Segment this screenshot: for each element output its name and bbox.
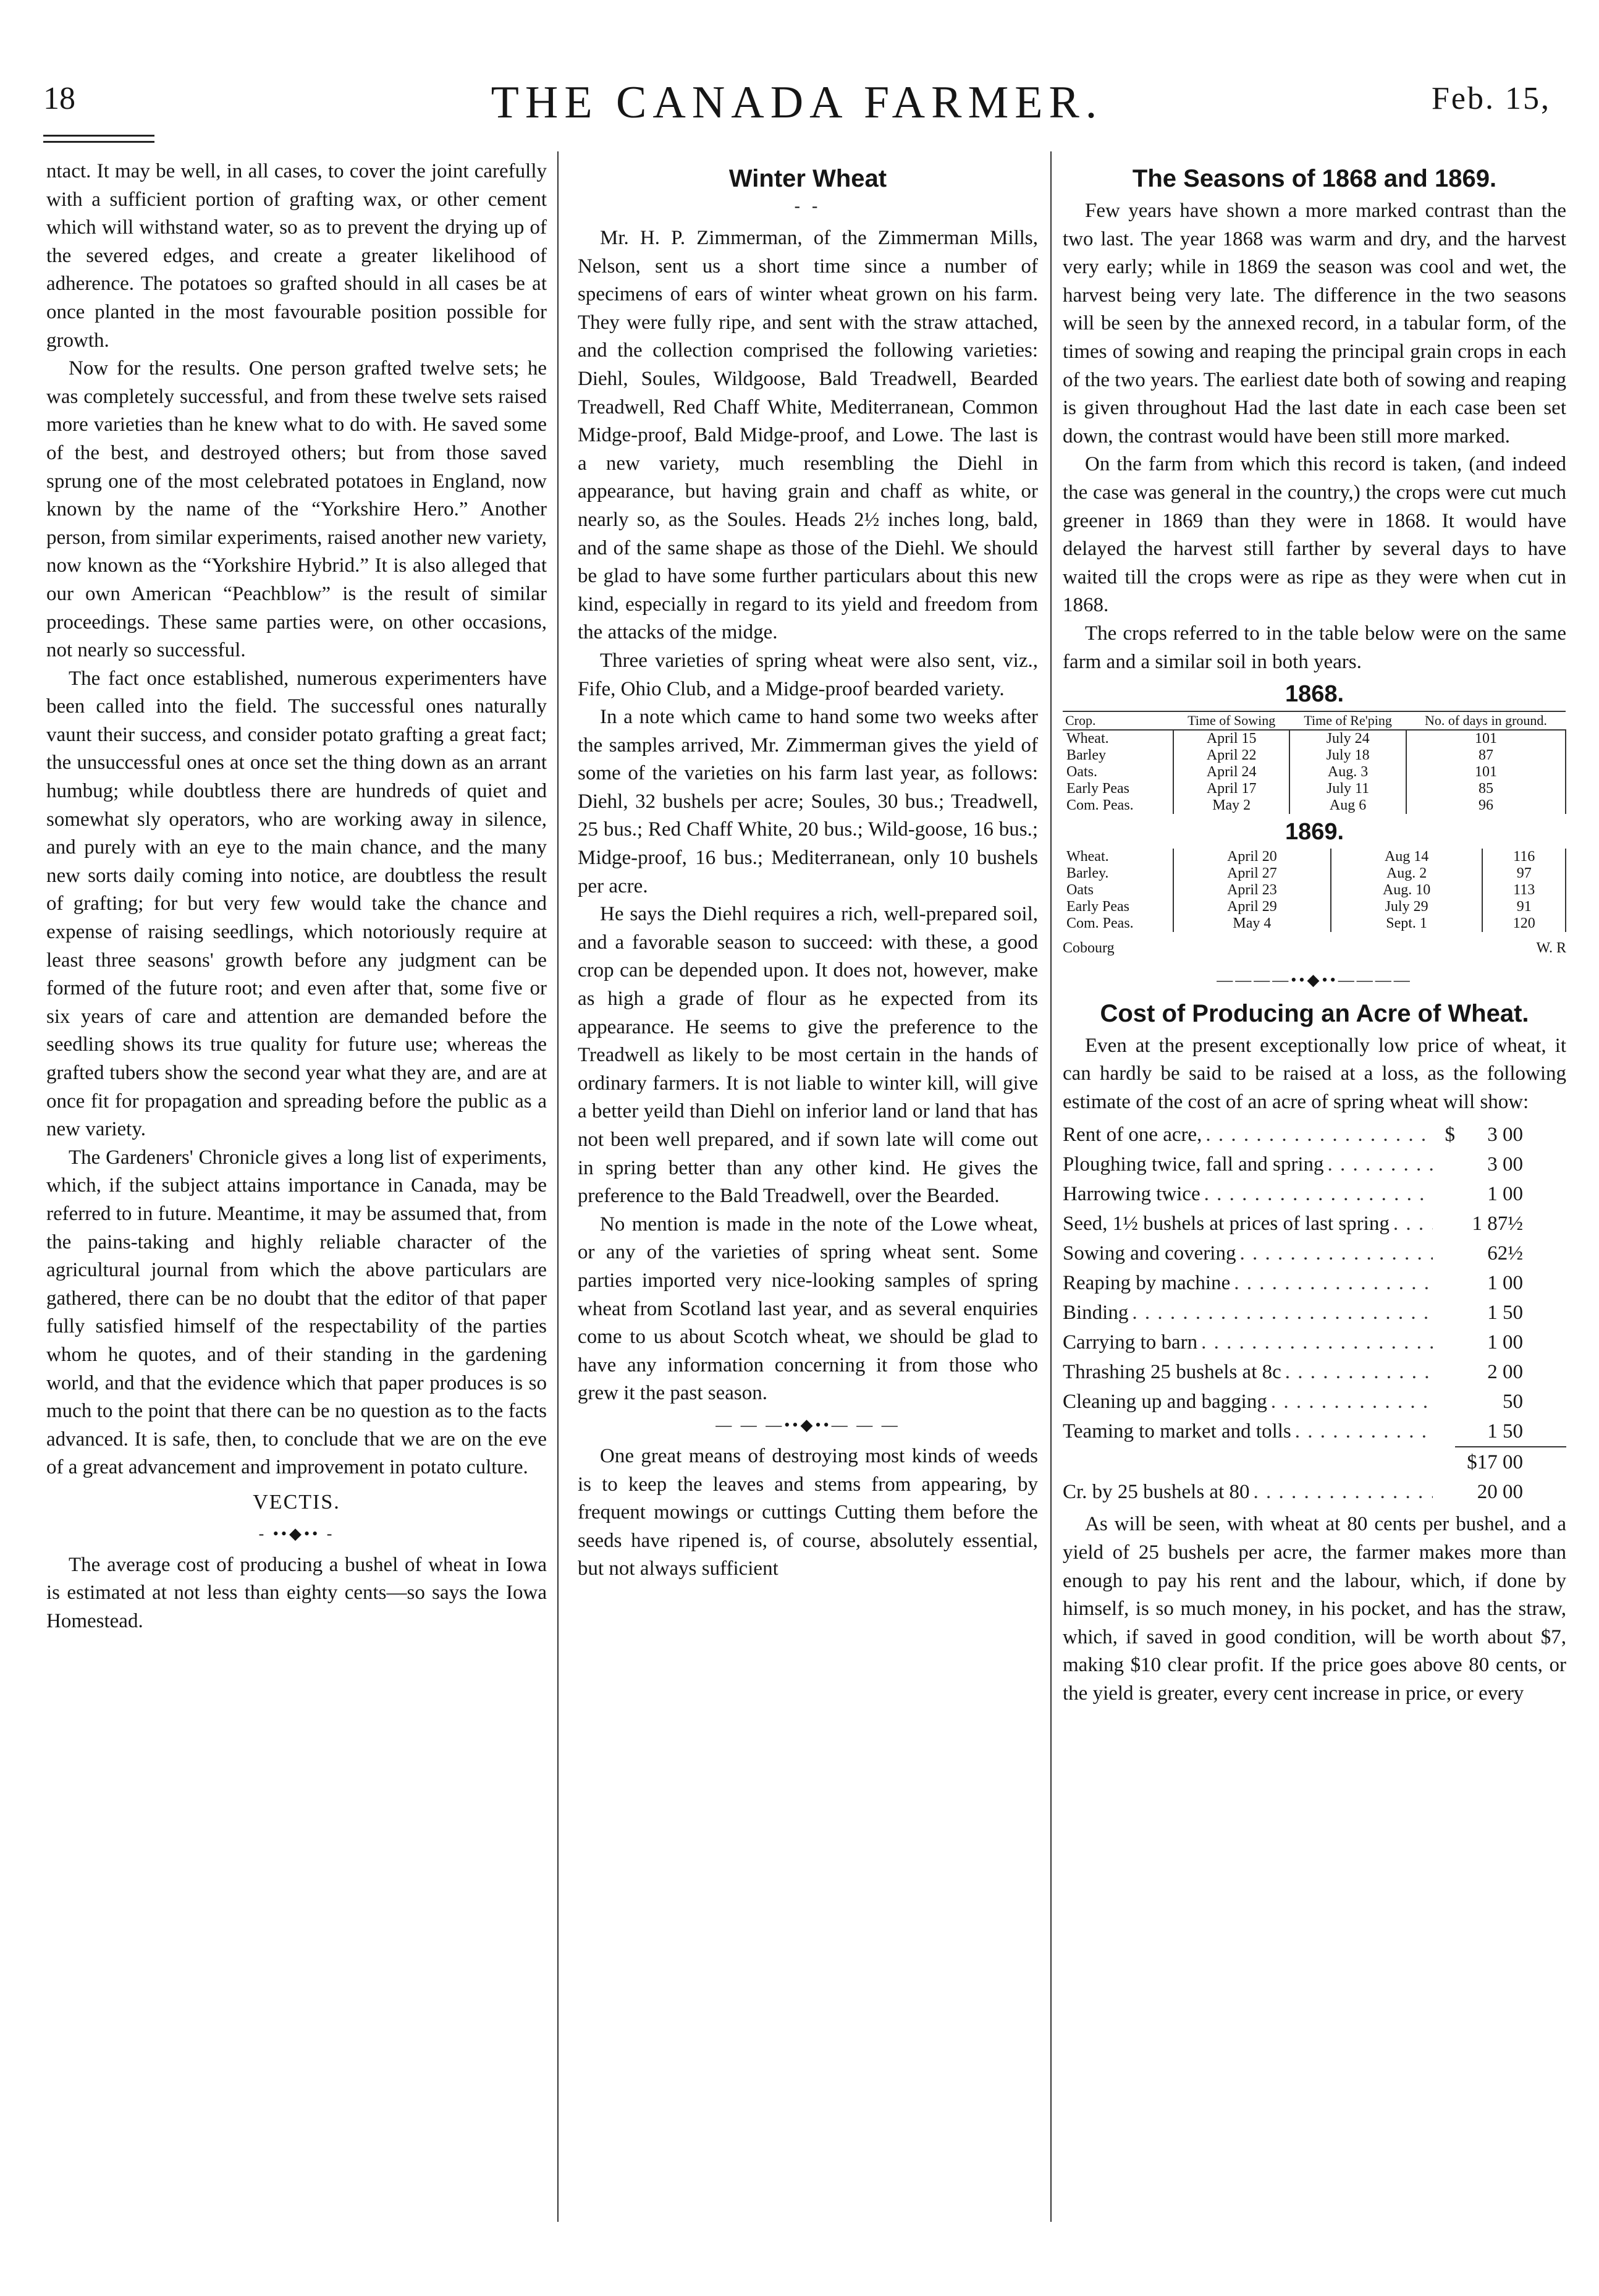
- leader-dots: [1254, 1477, 1433, 1507]
- table-year-1869: 1869.: [1285, 819, 1344, 845]
- heading-dash: - -: [794, 197, 822, 216]
- paragraph: ntact. It may be well, in all cases, to cover the joint carefully with a sufficient portion of grafting wax, or other cement which will withstand water, so as to prevent the drying up of the severed edges, and create a greater likelihood of adherence. The potatoes so grafted should in all cases be at once planted in the most favourable position possible for growth.: [46, 160, 547, 352]
- table-cell: Aug. 3: [1327, 764, 1369, 781]
- table-cell: April 29: [1173, 899, 1331, 915]
- cost-label: Reaping by machine: [1063, 1272, 1231, 1295]
- paragraph: The crops referred to in the table below were on the same farm and a similar soil in both years.: [1063, 622, 1566, 673]
- cost-row: [1063, 1150, 1566, 1179]
- table-cell: 101: [1406, 764, 1566, 781]
- header-rule: [43, 135, 154, 137]
- leader-dots: [1239, 1239, 1433, 1268]
- cost-row: [1063, 1120, 1566, 1150]
- table-header-row: [1063, 711, 1566, 730]
- table-cell: Barley.: [1066, 865, 1109, 882]
- page-number: 18: [43, 81, 75, 116]
- table-row: [1063, 730, 1566, 747]
- leader-dots: [1285, 1357, 1433, 1387]
- cost-label: Seed, 1½ bushels at prices of last spring: [1063, 1213, 1390, 1235]
- table-row: [1063, 747, 1566, 764]
- cost-row: [1063, 1239, 1566, 1268]
- table-cell: 116: [1482, 849, 1566, 865]
- table-cell: 113: [1482, 882, 1566, 899]
- paragraph: Now for the results. One person grafted twelve sets; he was completely successful, and from these twelve sets raised more varieties than he knew what to do with. He saved some of the best, and destroyed others; but from those saved sprung one of the most celebrated potatoes in England, now known by the name of the “Yorkshire Hero.” Another person, from similar experiments, raised another new variety, now known as the “Yorkshire Hybrid.” It is also alleged that our own American “Peachblow” is the result of similar proceedings. These same parties were, on other occasions, not nearly so successful.: [46, 357, 547, 662]
- article-heading: The Seasons of 1868 and 1869.: [1132, 165, 1497, 192]
- table-header: Crop.: [1063, 711, 1173, 730]
- table-cell: April 24: [1173, 764, 1289, 781]
- cost-amount: 1 00: [1487, 1272, 1523, 1295]
- paragraph: Three varieties of spring wheat were also sent, viz., Fife, Ohio Club, and a Midge-proof bearded variety.: [578, 649, 1038, 700]
- table-row: [1063, 849, 1566, 865]
- table-cell: Aug. 2: [1386, 865, 1427, 882]
- seasons-table: [1063, 711, 1566, 814]
- table-body-1869: [1063, 849, 1566, 932]
- table-header: No. of days in ground.: [1406, 711, 1566, 730]
- table-footer: [1063, 934, 1566, 963]
- cost-label: Cleaning up and bagging: [1063, 1391, 1267, 1413]
- paragraph: No mention is made in the note of the Lowe wheat, or any of the varieties of spring wheat sent. Some parties imported very nice-looking samples of spring wheat from Scotland last year, and as several enquiries come to us about Scotch wheat, we should be glad to have any information concerning it from those who grew it the past season.: [578, 1213, 1038, 1405]
- cost-label: Ploughing twice, fall and spring: [1063, 1153, 1324, 1176]
- cost-row: [1063, 1328, 1566, 1357]
- table-cell: 91: [1482, 899, 1566, 915]
- table-row: [1063, 915, 1566, 932]
- cost-label: Harrowing twice: [1063, 1183, 1200, 1206]
- ornament-divider: - ••◆•• -: [258, 1524, 335, 1543]
- cost-amount: 50: [1503, 1391, 1523, 1413]
- paragraph: One great means of destroying most kinds of weeds is to keep the leaves and stems from appearing, by frequent mowings or cuttings Cutting them before the seeds have ripened is, of course, absolutely essential, but not always sufficient: [578, 1444, 1038, 1580]
- table-row: [1063, 781, 1566, 797]
- table-row: [1063, 899, 1566, 915]
- table-cell: July 18: [1326, 747, 1370, 764]
- cost-row: [1063, 1417, 1566, 1446]
- cost-row: [1063, 1209, 1566, 1239]
- table-cell: April 27: [1173, 865, 1331, 882]
- cost-amount: 1 50: [1487, 1302, 1523, 1324]
- leader-dots: [1234, 1268, 1433, 1298]
- table-cell: Aug 14: [1384, 849, 1429, 865]
- paragraph: Mr. H. P. Zimmerman, of the Zimmerman Mills, Nelson, sent us a short time since a number of specimens of ears of winter wheat grown on his farm. They were fully ripe, and sent with the straw attached, and the collection comprised the following varieties: Diehl, Soules, Wildgoose, Bald Treadwell, Bearded Treadwell, Red Chaff White, Mediterranean, Common Midge-proof, Bald Midge-proof, and Lowe. The last is a new variety, much resembling the Diehl in appearance, but having grain and chaff as white, or nearly so, as the Soules. Heads 2½ inches long, bald, and of the same shape as those of the Diehl. We should be glad to have some further particulars about this new kind, especially in regard to its yield and freedom from the attacks of the midge.: [578, 227, 1038, 644]
- cost-label: Thrashing 25 bushels at 8c: [1063, 1361, 1281, 1384]
- paragraph: Even at the present exceptionally low price of wheat, it can hardly be said to be raised at a loss, as the following estimate of the cost of an acre of spring wheat will show:: [1063, 1034, 1566, 1113]
- cost-label: Carrying to barn: [1063, 1331, 1198, 1354]
- leader-dots: [1393, 1209, 1433, 1239]
- ornament-divider: — — —••◆••— — —: [715, 1415, 900, 1434]
- cost-currency: $: [1445, 1124, 1455, 1146]
- cost-label: Binding: [1063, 1302, 1129, 1324]
- table-cell: 87: [1406, 747, 1566, 764]
- table-cell: Early Peas: [1066, 781, 1129, 797]
- table-cell: July 24: [1326, 731, 1370, 747]
- table-cell: Com. Peas.: [1066, 915, 1134, 932]
- table-header: Time of Sowing: [1173, 711, 1289, 730]
- leader-dots: [1205, 1120, 1433, 1150]
- article-heading: Winter Wheat: [728, 165, 887, 192]
- leader-dots: [1201, 1328, 1433, 1357]
- table-place: Cobourg: [1063, 940, 1115, 957]
- cost-label: Teaming to market and tolls: [1063, 1420, 1291, 1443]
- leader-dots: [1295, 1417, 1433, 1446]
- newspaper-title: THE CANADA FARMER.: [491, 77, 1103, 128]
- cost-row: [1063, 1387, 1566, 1417]
- cost-amount: 3 00: [1487, 1124, 1523, 1146]
- leader-dots: [1271, 1387, 1433, 1417]
- paragraph: As will be seen, with wheat at 80 cents per bushel, and a yield of 25 bushels per acre, the farmer makes more than enough to pay his rent and the labour, which, if done by himself, is so much money, in his pocket, and has the straw, which, if saved in good condition, will be worth about $7, making $10 clear profit. If the price goes above 80 cents, or the yield is greater, every cent increase in price, or every: [1063, 1513, 1566, 1705]
- table-cell: April 23: [1173, 882, 1331, 899]
- table-cell: Sept. 1: [1386, 915, 1427, 932]
- table-cell: July 11: [1327, 781, 1370, 797]
- table-cell: 101: [1406, 730, 1566, 747]
- table-cell: May 4: [1173, 915, 1331, 932]
- ornament-divider: ————••◆••————: [1217, 970, 1412, 989]
- paragraph: The average cost of producing a bushel of wheat in Iowa is estimated at not less than eighty cents—so says the Iowa Homestead.: [46, 1553, 547, 1632]
- column-2: [578, 158, 1038, 1583]
- author-signature: VECTIS.: [253, 1490, 340, 1514]
- column-rule-1: [557, 151, 559, 2222]
- paragraph: In a note which came to hand some two weeks after the samples arrived, Mr. Zimmerman gives the yield of some of the varieties on his farm last year, as follows: Diehl, 32 bushels per acre; Soules, 30 bus.; Treadwell, 25 bus.; Red Chaff White, 20 bus.; Wild-goose, 16 bus.; Midge-proof, 16 bus.; Mediterranean, only 10 bushels per acre.: [578, 706, 1038, 897]
- cost-amount: 20 00: [1477, 1481, 1523, 1504]
- table-cell: April 17: [1173, 781, 1289, 797]
- table-cell: Barley: [1066, 747, 1106, 764]
- table-cell: May 2: [1173, 797, 1289, 814]
- cost-list: [1063, 1120, 1566, 1507]
- table-cell: April 22: [1173, 747, 1289, 764]
- cost-amount: 62½: [1487, 1242, 1523, 1265]
- table-cell: Aug 6: [1329, 797, 1367, 814]
- header-rule-2: [43, 141, 154, 143]
- cost-amount: 3 00: [1487, 1153, 1523, 1176]
- table-body-1868: [1063, 730, 1566, 814]
- table-row: [1063, 865, 1566, 882]
- table-header: Time of Re'ping: [1289, 711, 1406, 730]
- column-1: [46, 158, 547, 1635]
- cost-row: [1063, 1268, 1566, 1298]
- cost-row: [1063, 1477, 1566, 1507]
- cost-amount: $17 00: [1455, 1446, 1566, 1477]
- cost-row: [1063, 1298, 1566, 1328]
- table-cell: April 20: [1173, 849, 1331, 865]
- column-3: [1063, 158, 1566, 1708]
- table-cell: Oats.: [1066, 764, 1097, 781]
- cost-amount: 2 00: [1487, 1361, 1523, 1384]
- cost-row: [1063, 1446, 1566, 1477]
- table-year-1868: 1868.: [1285, 681, 1344, 708]
- page-header: [43, 77, 1551, 130]
- cost-label: Rent of one acre,: [1063, 1124, 1202, 1146]
- table-row: [1063, 882, 1566, 899]
- paragraph: Few years have shown a more marked contrast than the two last. The year 1868 was warm and dry, and the harvest very early; while in 1869 the season was cool and wet, the harvest being very late. The difference in the two seasons will be seen by the annexed record, in a tabular form, of the times of sowing and reaping the principal grain crops in each of the two years. The earliest date both of sowing and reaping is given throughout Had the last date in each case been set down, the contrast would have been still more marked.: [1063, 200, 1566, 447]
- table-cell: July 29: [1385, 899, 1428, 915]
- table-cell: Oats: [1066, 882, 1094, 899]
- table-cell: 97: [1482, 865, 1566, 882]
- paragraph: The fact once established, numerous experimenters have been called into the field. The successful ones naturally vaunt their success, and consider potato grafting a great fact; the unsuccessful ones at once set the thing down as an arrant humbug; while doubtless there are hundreds of quiet and somewhat sly operators, who are working away in silence, and purely with an eye to the main chance, and the many new sorts daily coming into notice, are doubtless the result of grafting; for but very few would take the chance and expense of raising seedlings, which notoriously require at least three seasons' growth before any judgment can be formed of the future root; and even after that, some five or six years of care and attention are demanded before the seedling shows its true quality for future use; whereas the grafted tubers show the second year what they are, and are at once fit for propagation and spreading before the public as a new variety.: [46, 667, 547, 1141]
- paragraph: On the farm from which this record is taken, (and indeed the case was general in the country,) the crops were cut much greener in 1869 than they were in 1868. It would have delayed the harvest still farther by several days to have waited till the crops were as ripe as they were when cut in 1868.: [1063, 453, 1566, 617]
- cost-amount: 1 87½: [1472, 1213, 1523, 1235]
- table-cell: Aug. 10: [1382, 882, 1431, 899]
- cost-amount: 1 00: [1487, 1183, 1523, 1206]
- paragraph: He says the Diehl requires a rich, well-prepared soil, and a favorable season to succeed: with these, a good crop can be depended upon. It does not, however, make as high a grade of flour as he expected from its appearance. He seems to give the preference to the Treadwell as likely to be most certain in the hands of ordinary farmers. It is not liable to winter kill, will give a better yeild than Diehl on inferior land or land that has not been well prepared, and if sown late will come out in spring better than any other kind. He gives the preference to the Bald Treadwell, over the Bearded.: [578, 903, 1038, 1208]
- table-cell: 96: [1406, 797, 1566, 814]
- table-cell: 85: [1406, 781, 1566, 797]
- table-cell: Wheat.: [1066, 731, 1109, 747]
- table-row: [1063, 764, 1566, 781]
- cost-label: Sowing and covering: [1063, 1242, 1236, 1265]
- cost-amount: 1 50: [1487, 1420, 1523, 1443]
- leader-dots: [1328, 1150, 1433, 1179]
- table-cell: 120: [1482, 915, 1566, 932]
- table-cell: April 15: [1173, 730, 1289, 747]
- seasons-table-1869: [1063, 849, 1566, 932]
- cost-label: Cr. by 25 bushels at 80: [1063, 1481, 1250, 1504]
- column-rule-2: [1050, 151, 1052, 2222]
- table-row: [1063, 797, 1566, 814]
- article-heading: Cost of Producing an Acre of Wheat.: [1100, 999, 1529, 1027]
- table-signature: W. R: [1536, 940, 1566, 957]
- cost-amount: 1 00: [1487, 1331, 1523, 1354]
- cost-row: [1063, 1357, 1566, 1387]
- cost-row: [1063, 1179, 1566, 1209]
- table-cell: Wheat.: [1066, 849, 1109, 865]
- leader-dots: [1132, 1298, 1433, 1328]
- table-cell: Com. Peas.: [1066, 797, 1134, 814]
- table-cell: Early Peas: [1066, 899, 1129, 915]
- issue-date: Feb. 15,: [1432, 81, 1551, 116]
- paragraph: The Gardeners' Chronicle gives a long list of experiments, which, if the subject attains importance in Canada, may be referred to in future. Meantime, it may be assumed that, from the pains-taking and highly reliable character of the agricultural journal from which the above particulars are gathered, there can be no doubt that the editor of that paper fully satisfied himself of the respectability of the parties whom he quotes, and of their standing in the gardening world, and that the evidence which that paper produces is so much to the point that there can be no question as to the facts advanced. It is safe, then, to conclude that we are on the eve of a great advancement and improvement in potato culture.: [46, 1146, 547, 1479]
- leader-dots: [1204, 1179, 1433, 1209]
